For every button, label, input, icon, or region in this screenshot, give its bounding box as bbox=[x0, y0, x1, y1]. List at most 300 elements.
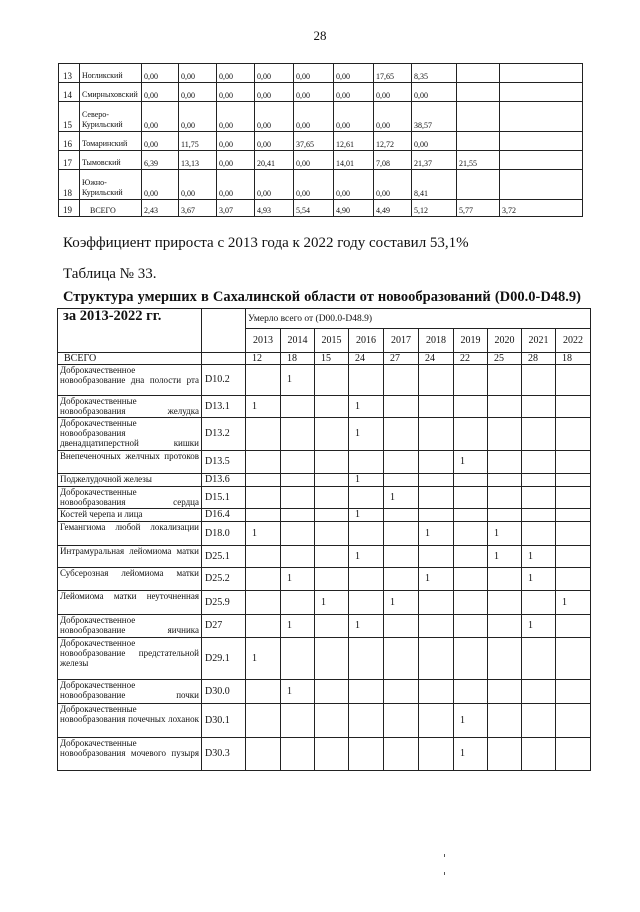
year-header: 2020 bbox=[488, 329, 522, 353]
count-cell bbox=[384, 451, 419, 474]
rate-cell: 14,01 bbox=[334, 151, 374, 170]
rate-cell bbox=[457, 83, 500, 102]
count-cell bbox=[246, 365, 281, 396]
count-cell bbox=[315, 474, 349, 487]
total-cell: 27 bbox=[384, 353, 419, 365]
year-header: 2018 bbox=[419, 329, 454, 353]
diagnosis-name: Интрамуральная лейомиома матки bbox=[58, 546, 202, 568]
rate-cell: 0,00 bbox=[179, 170, 217, 200]
count-cell bbox=[281, 396, 315, 418]
count-cell bbox=[556, 738, 591, 771]
count-cell bbox=[488, 396, 522, 418]
count-cell: 1 bbox=[522, 546, 556, 568]
count-cell bbox=[488, 474, 522, 487]
total-row bbox=[58, 353, 591, 365]
count-cell bbox=[315, 451, 349, 474]
district-name: Тымовский bbox=[80, 151, 142, 170]
count-cell: 1 bbox=[349, 396, 384, 418]
table-row bbox=[58, 568, 591, 591]
count-cell bbox=[556, 638, 591, 680]
rate-cell: 0,00 bbox=[412, 132, 457, 151]
count-cell bbox=[281, 738, 315, 771]
table-row bbox=[58, 704, 591, 738]
year-header: 2014 bbox=[281, 329, 315, 353]
icd-code: D10.2 bbox=[202, 365, 246, 396]
diagnosis-name: Лейомиома матки неуточненная bbox=[58, 591, 202, 615]
count-cell: 1 bbox=[281, 680, 315, 704]
count-cell bbox=[246, 487, 281, 509]
count-cell bbox=[454, 474, 488, 487]
count-cell bbox=[522, 418, 556, 451]
count-cell bbox=[419, 680, 454, 704]
count-cell bbox=[454, 487, 488, 509]
table-row bbox=[58, 546, 591, 568]
count-cell bbox=[556, 365, 591, 396]
count-cell bbox=[419, 638, 454, 680]
rate-cell: 12,61 bbox=[334, 132, 374, 151]
count-cell bbox=[315, 396, 349, 418]
count-cell bbox=[488, 704, 522, 738]
count-cell bbox=[556, 396, 591, 418]
icd-code: D13.6 bbox=[202, 474, 246, 487]
total-cell: 12 bbox=[246, 353, 281, 365]
count-cell: 1 bbox=[246, 522, 281, 546]
rate-cell: 0,00 bbox=[334, 102, 374, 132]
rate-cell: 21,55 bbox=[457, 151, 500, 170]
count-cell bbox=[488, 509, 522, 522]
count-cell bbox=[556, 704, 591, 738]
rate-cell: 0,00 bbox=[255, 170, 294, 200]
count-cell bbox=[315, 638, 349, 680]
table-row bbox=[58, 591, 591, 615]
row-number: 16 bbox=[59, 132, 80, 151]
scan-mark bbox=[444, 854, 445, 857]
rate-cell: 12,72 bbox=[374, 132, 412, 151]
header-blank-code bbox=[202, 309, 246, 353]
district-name: Томаринский bbox=[80, 132, 142, 151]
row-number: 18 bbox=[59, 170, 80, 200]
count-cell bbox=[246, 474, 281, 487]
rate-cell: 0,00 bbox=[412, 83, 457, 102]
table-number: Таблица № 33. bbox=[63, 266, 157, 282]
count-cell bbox=[454, 568, 488, 591]
count-cell bbox=[281, 546, 315, 568]
count-cell bbox=[488, 451, 522, 474]
count-cell bbox=[454, 680, 488, 704]
count-cell bbox=[349, 522, 384, 546]
count-cell bbox=[419, 546, 454, 568]
scan-mark bbox=[444, 872, 445, 875]
rate-cell bbox=[457, 132, 500, 151]
count-cell bbox=[522, 365, 556, 396]
table-row bbox=[58, 738, 591, 771]
count-cell bbox=[384, 418, 419, 451]
rate-cell: 0,00 bbox=[255, 132, 294, 151]
count-cell bbox=[454, 546, 488, 568]
district-name: Ногликский bbox=[80, 64, 142, 83]
rate-cell: 13,13 bbox=[179, 151, 217, 170]
count-cell bbox=[384, 638, 419, 680]
rate-cell bbox=[500, 102, 583, 132]
table-row bbox=[58, 638, 591, 680]
count-cell: 1 bbox=[488, 522, 522, 546]
count-cell bbox=[349, 451, 384, 474]
count-cell bbox=[454, 396, 488, 418]
diagnosis-name: Доброкачественные новообразования мочевого пузыря bbox=[58, 738, 202, 771]
count-cell bbox=[488, 365, 522, 396]
total-cell: 24 bbox=[349, 353, 384, 365]
count-cell bbox=[315, 522, 349, 546]
count-cell bbox=[419, 738, 454, 771]
table-row bbox=[59, 64, 583, 83]
count-cell bbox=[246, 615, 281, 638]
count-cell: 1 bbox=[246, 396, 281, 418]
count-cell bbox=[246, 738, 281, 771]
count-cell: 1 bbox=[315, 591, 349, 615]
rate-cell: 4,49 bbox=[374, 200, 412, 217]
count-cell bbox=[419, 451, 454, 474]
count-cell bbox=[281, 509, 315, 522]
count-cell bbox=[281, 638, 315, 680]
year-header: 2019 bbox=[454, 329, 488, 353]
diagnosis-name: Доброкачественные новообразования почечных лоханок bbox=[58, 704, 202, 738]
count-cell bbox=[454, 522, 488, 546]
rate-cell: 8,41 bbox=[412, 170, 457, 200]
count-cell bbox=[384, 680, 419, 704]
count-cell bbox=[556, 509, 591, 522]
rate-cell bbox=[500, 83, 583, 102]
count-cell bbox=[315, 546, 349, 568]
count-cell bbox=[488, 487, 522, 509]
top-table bbox=[58, 63, 583, 217]
count-cell bbox=[556, 568, 591, 591]
count-cell bbox=[315, 704, 349, 738]
table-row bbox=[58, 396, 591, 418]
diagnosis-name: Доброкачественное новообразование яичника bbox=[58, 615, 202, 638]
diagnosis-name: Поджелудочной железы bbox=[58, 474, 202, 487]
total-code-blank bbox=[202, 353, 246, 365]
count-cell bbox=[488, 615, 522, 638]
count-cell bbox=[349, 680, 384, 704]
count-cell bbox=[384, 474, 419, 487]
count-cell bbox=[488, 680, 522, 704]
rate-cell: 0,00 bbox=[217, 132, 255, 151]
rate-cell: 0,00 bbox=[179, 102, 217, 132]
count-cell bbox=[419, 396, 454, 418]
count-cell bbox=[454, 615, 488, 638]
row-number: 19 bbox=[59, 200, 80, 217]
rate-cell bbox=[457, 102, 500, 132]
icd-code: D13.5 bbox=[202, 451, 246, 474]
count-cell: 1 bbox=[281, 365, 315, 396]
count-cell: 1 bbox=[349, 615, 384, 638]
count-cell bbox=[246, 591, 281, 615]
count-cell bbox=[315, 568, 349, 591]
count-cell bbox=[246, 418, 281, 451]
diagnosis-name: Доброкачественное новообразование дна полости рта bbox=[58, 365, 202, 396]
count-cell bbox=[522, 680, 556, 704]
count-cell bbox=[315, 738, 349, 771]
table-title: Структура умерших в Сахалинской области от новообразований (D00.0-D48.9) за 2013-2022 гг. bbox=[63, 289, 581, 324]
rate-cell bbox=[500, 151, 583, 170]
count-cell bbox=[281, 451, 315, 474]
row-number: 17 bbox=[59, 151, 80, 170]
count-cell bbox=[349, 591, 384, 615]
count-cell bbox=[246, 509, 281, 522]
year-header: 2013 bbox=[246, 329, 281, 353]
count-cell bbox=[556, 615, 591, 638]
count-cell bbox=[281, 487, 315, 509]
count-cell bbox=[454, 509, 488, 522]
table-row bbox=[58, 365, 591, 396]
count-cell bbox=[281, 418, 315, 451]
total-cell: 18 bbox=[281, 353, 315, 365]
rate-cell: 11,75 bbox=[179, 132, 217, 151]
rate-cell: 0,00 bbox=[334, 83, 374, 102]
year-header: 2017 bbox=[384, 329, 419, 353]
count-cell bbox=[349, 568, 384, 591]
count-cell bbox=[246, 546, 281, 568]
diagnosis-name: Костей черепа и лица bbox=[58, 509, 202, 522]
count-cell bbox=[384, 546, 419, 568]
icd-code: D13.1 bbox=[202, 396, 246, 418]
count-cell: 1 bbox=[488, 546, 522, 568]
district-name: Смирныховский bbox=[80, 83, 142, 102]
rate-cell: 17,65 bbox=[374, 64, 412, 83]
count-cell bbox=[522, 509, 556, 522]
year-header: 2016 bbox=[349, 329, 384, 353]
table-row bbox=[59, 132, 583, 151]
diagnosis-name: Доброкачественные новообразования двенадцатиперстной кишки bbox=[58, 418, 202, 451]
icd-code: D13.2 bbox=[202, 418, 246, 451]
table-row bbox=[58, 509, 591, 522]
count-cell bbox=[419, 509, 454, 522]
rate-cell: 0,00 bbox=[217, 151, 255, 170]
count-cell bbox=[522, 396, 556, 418]
rate-cell: 0,00 bbox=[217, 170, 255, 200]
rate-cell: 0,00 bbox=[255, 64, 294, 83]
rate-cell: 0,00 bbox=[255, 102, 294, 132]
rate-cell: 0,00 bbox=[142, 64, 179, 83]
count-cell bbox=[522, 474, 556, 487]
count-cell bbox=[419, 487, 454, 509]
count-cell bbox=[556, 451, 591, 474]
count-cell bbox=[488, 638, 522, 680]
count-cell: 1 bbox=[281, 615, 315, 638]
count-cell bbox=[488, 738, 522, 771]
table-row bbox=[58, 680, 591, 704]
icd-code: D15.1 bbox=[202, 487, 246, 509]
count-cell bbox=[281, 474, 315, 487]
rate-cell: 38,57 bbox=[412, 102, 457, 132]
table-row bbox=[58, 615, 591, 638]
rate-cell: 2,43 bbox=[142, 200, 179, 217]
count-cell bbox=[384, 522, 419, 546]
count-cell bbox=[384, 568, 419, 591]
count-cell bbox=[281, 522, 315, 546]
rate-cell bbox=[457, 64, 500, 83]
count-cell bbox=[556, 487, 591, 509]
rate-cell: 0,00 bbox=[374, 170, 412, 200]
rate-cell: 5,12 bbox=[412, 200, 457, 217]
table-row bbox=[59, 151, 583, 170]
count-cell bbox=[384, 365, 419, 396]
count-cell bbox=[349, 487, 384, 509]
table-row bbox=[58, 474, 591, 487]
count-cell: 1 bbox=[454, 451, 488, 474]
count-cell: 1 bbox=[419, 568, 454, 591]
count-cell bbox=[556, 522, 591, 546]
count-cell bbox=[522, 738, 556, 771]
icd-code: D25.2 bbox=[202, 568, 246, 591]
count-cell bbox=[246, 451, 281, 474]
count-cell bbox=[556, 418, 591, 451]
count-cell bbox=[488, 418, 522, 451]
diagnosis-name: Доброкачественное новообразование предстательной железы bbox=[58, 638, 202, 680]
diagnosis-name: Доброкачественное новообразование почки bbox=[58, 680, 202, 704]
rate-cell: 5,77 bbox=[457, 200, 500, 217]
rate-cell: 4,93 bbox=[255, 200, 294, 217]
count-cell bbox=[281, 591, 315, 615]
diagnosis-name: Гемангиома любой локализации bbox=[58, 522, 202, 546]
rate-cell: 7,08 bbox=[374, 151, 412, 170]
rate-cell: 0,00 bbox=[217, 102, 255, 132]
table-row bbox=[59, 170, 583, 200]
rate-cell bbox=[500, 170, 583, 200]
header-label: Умерло всего от (D00.0-D48.9) bbox=[246, 309, 591, 329]
total-cell: 25 bbox=[488, 353, 522, 365]
count-cell bbox=[384, 509, 419, 522]
diagnosis-name: Внепеченочных желчных протоков bbox=[58, 451, 202, 474]
diagnosis-name: Доброкачественные новообразования сердца bbox=[58, 487, 202, 509]
count-cell bbox=[419, 418, 454, 451]
coefficient-text: Коэффициент прироста с 2013 года к 2022 году составил 53,1% bbox=[63, 235, 469, 251]
rate-cell: 0,00 bbox=[142, 132, 179, 151]
total-cell: 24 bbox=[419, 353, 454, 365]
main-table bbox=[57, 308, 591, 771]
district-name: ВСЕГО bbox=[80, 200, 142, 217]
table-row bbox=[58, 418, 591, 451]
total-label: ВСЕГО bbox=[58, 353, 202, 365]
rate-cell: 0,00 bbox=[374, 83, 412, 102]
rate-cell: 0,00 bbox=[142, 170, 179, 200]
rate-cell: 0,00 bbox=[255, 83, 294, 102]
rate-cell bbox=[500, 132, 583, 151]
count-cell bbox=[349, 365, 384, 396]
count-cell bbox=[384, 396, 419, 418]
count-cell bbox=[522, 451, 556, 474]
table-row bbox=[58, 487, 591, 509]
year-header: 2021 bbox=[522, 329, 556, 353]
table-row bbox=[58, 451, 591, 474]
rate-cell: 8,35 bbox=[412, 64, 457, 83]
count-cell bbox=[315, 615, 349, 638]
count-cell bbox=[556, 474, 591, 487]
count-cell bbox=[419, 365, 454, 396]
icd-code: D30.3 bbox=[202, 738, 246, 771]
rate-cell: 0,00 bbox=[294, 170, 334, 200]
total-cell: 22 bbox=[454, 353, 488, 365]
rate-cell: 3,07 bbox=[217, 200, 255, 217]
count-cell: 1 bbox=[556, 591, 591, 615]
rate-cell bbox=[500, 64, 583, 83]
table-row bbox=[59, 102, 583, 132]
rate-cell: 5,54 bbox=[294, 200, 334, 217]
row-number: 13 bbox=[59, 64, 80, 83]
count-cell: 1 bbox=[522, 568, 556, 591]
total-cell: 18 bbox=[556, 353, 591, 365]
rate-cell: 0,00 bbox=[217, 83, 255, 102]
count-cell bbox=[419, 591, 454, 615]
table-row bbox=[59, 200, 583, 217]
rate-cell: 3,67 bbox=[179, 200, 217, 217]
count-cell bbox=[384, 704, 419, 738]
diagnosis-name: Субсерозная лейомиома матки bbox=[58, 568, 202, 591]
count-cell bbox=[246, 680, 281, 704]
header-blank bbox=[58, 309, 202, 353]
count-cell: 1 bbox=[349, 474, 384, 487]
row-number: 15 bbox=[59, 102, 80, 132]
district-name: Южно-Курильский bbox=[80, 170, 142, 200]
count-cell: 1 bbox=[522, 615, 556, 638]
count-cell bbox=[384, 738, 419, 771]
count-cell: 1 bbox=[281, 568, 315, 591]
count-cell bbox=[488, 591, 522, 615]
icd-code: D25.1 bbox=[202, 546, 246, 568]
count-cell bbox=[556, 680, 591, 704]
rate-cell: 20,41 bbox=[255, 151, 294, 170]
rate-cell: 3,72 bbox=[500, 200, 583, 217]
total-cell: 28 bbox=[522, 353, 556, 365]
count-cell bbox=[419, 704, 454, 738]
rate-cell: 0,00 bbox=[142, 83, 179, 102]
rate-cell: 37,65 bbox=[294, 132, 334, 151]
rate-cell: 0,00 bbox=[294, 64, 334, 83]
count-cell bbox=[419, 474, 454, 487]
count-cell bbox=[315, 418, 349, 451]
diagnosis-name: Доброкачественные новообразования желудка bbox=[58, 396, 202, 418]
count-cell bbox=[522, 487, 556, 509]
count-cell bbox=[454, 365, 488, 396]
count-cell: 1 bbox=[419, 522, 454, 546]
count-cell: 1 bbox=[384, 487, 419, 509]
count-cell: 1 bbox=[454, 738, 488, 771]
icd-code: D30.0 bbox=[202, 680, 246, 704]
count-cell bbox=[488, 568, 522, 591]
rate-cell: 0,00 bbox=[294, 102, 334, 132]
count-cell bbox=[315, 365, 349, 396]
count-cell bbox=[349, 738, 384, 771]
count-cell bbox=[315, 680, 349, 704]
rate-cell: 0,00 bbox=[179, 83, 217, 102]
table-row bbox=[59, 83, 583, 102]
count-cell: 1 bbox=[349, 418, 384, 451]
rate-cell: 0,00 bbox=[374, 102, 412, 132]
count-cell: 1 bbox=[246, 638, 281, 680]
count-cell: 1 bbox=[349, 546, 384, 568]
rate-cell bbox=[457, 170, 500, 200]
page-number: 28 bbox=[313, 28, 327, 43]
count-cell bbox=[454, 638, 488, 680]
count-cell bbox=[315, 487, 349, 509]
year-header: 2022 bbox=[556, 329, 591, 353]
count-cell bbox=[384, 615, 419, 638]
table-row bbox=[58, 522, 591, 546]
count-cell bbox=[349, 638, 384, 680]
rate-cell: 21,37 bbox=[412, 151, 457, 170]
total-cell: 15 bbox=[315, 353, 349, 365]
icd-code: D27 bbox=[202, 615, 246, 638]
